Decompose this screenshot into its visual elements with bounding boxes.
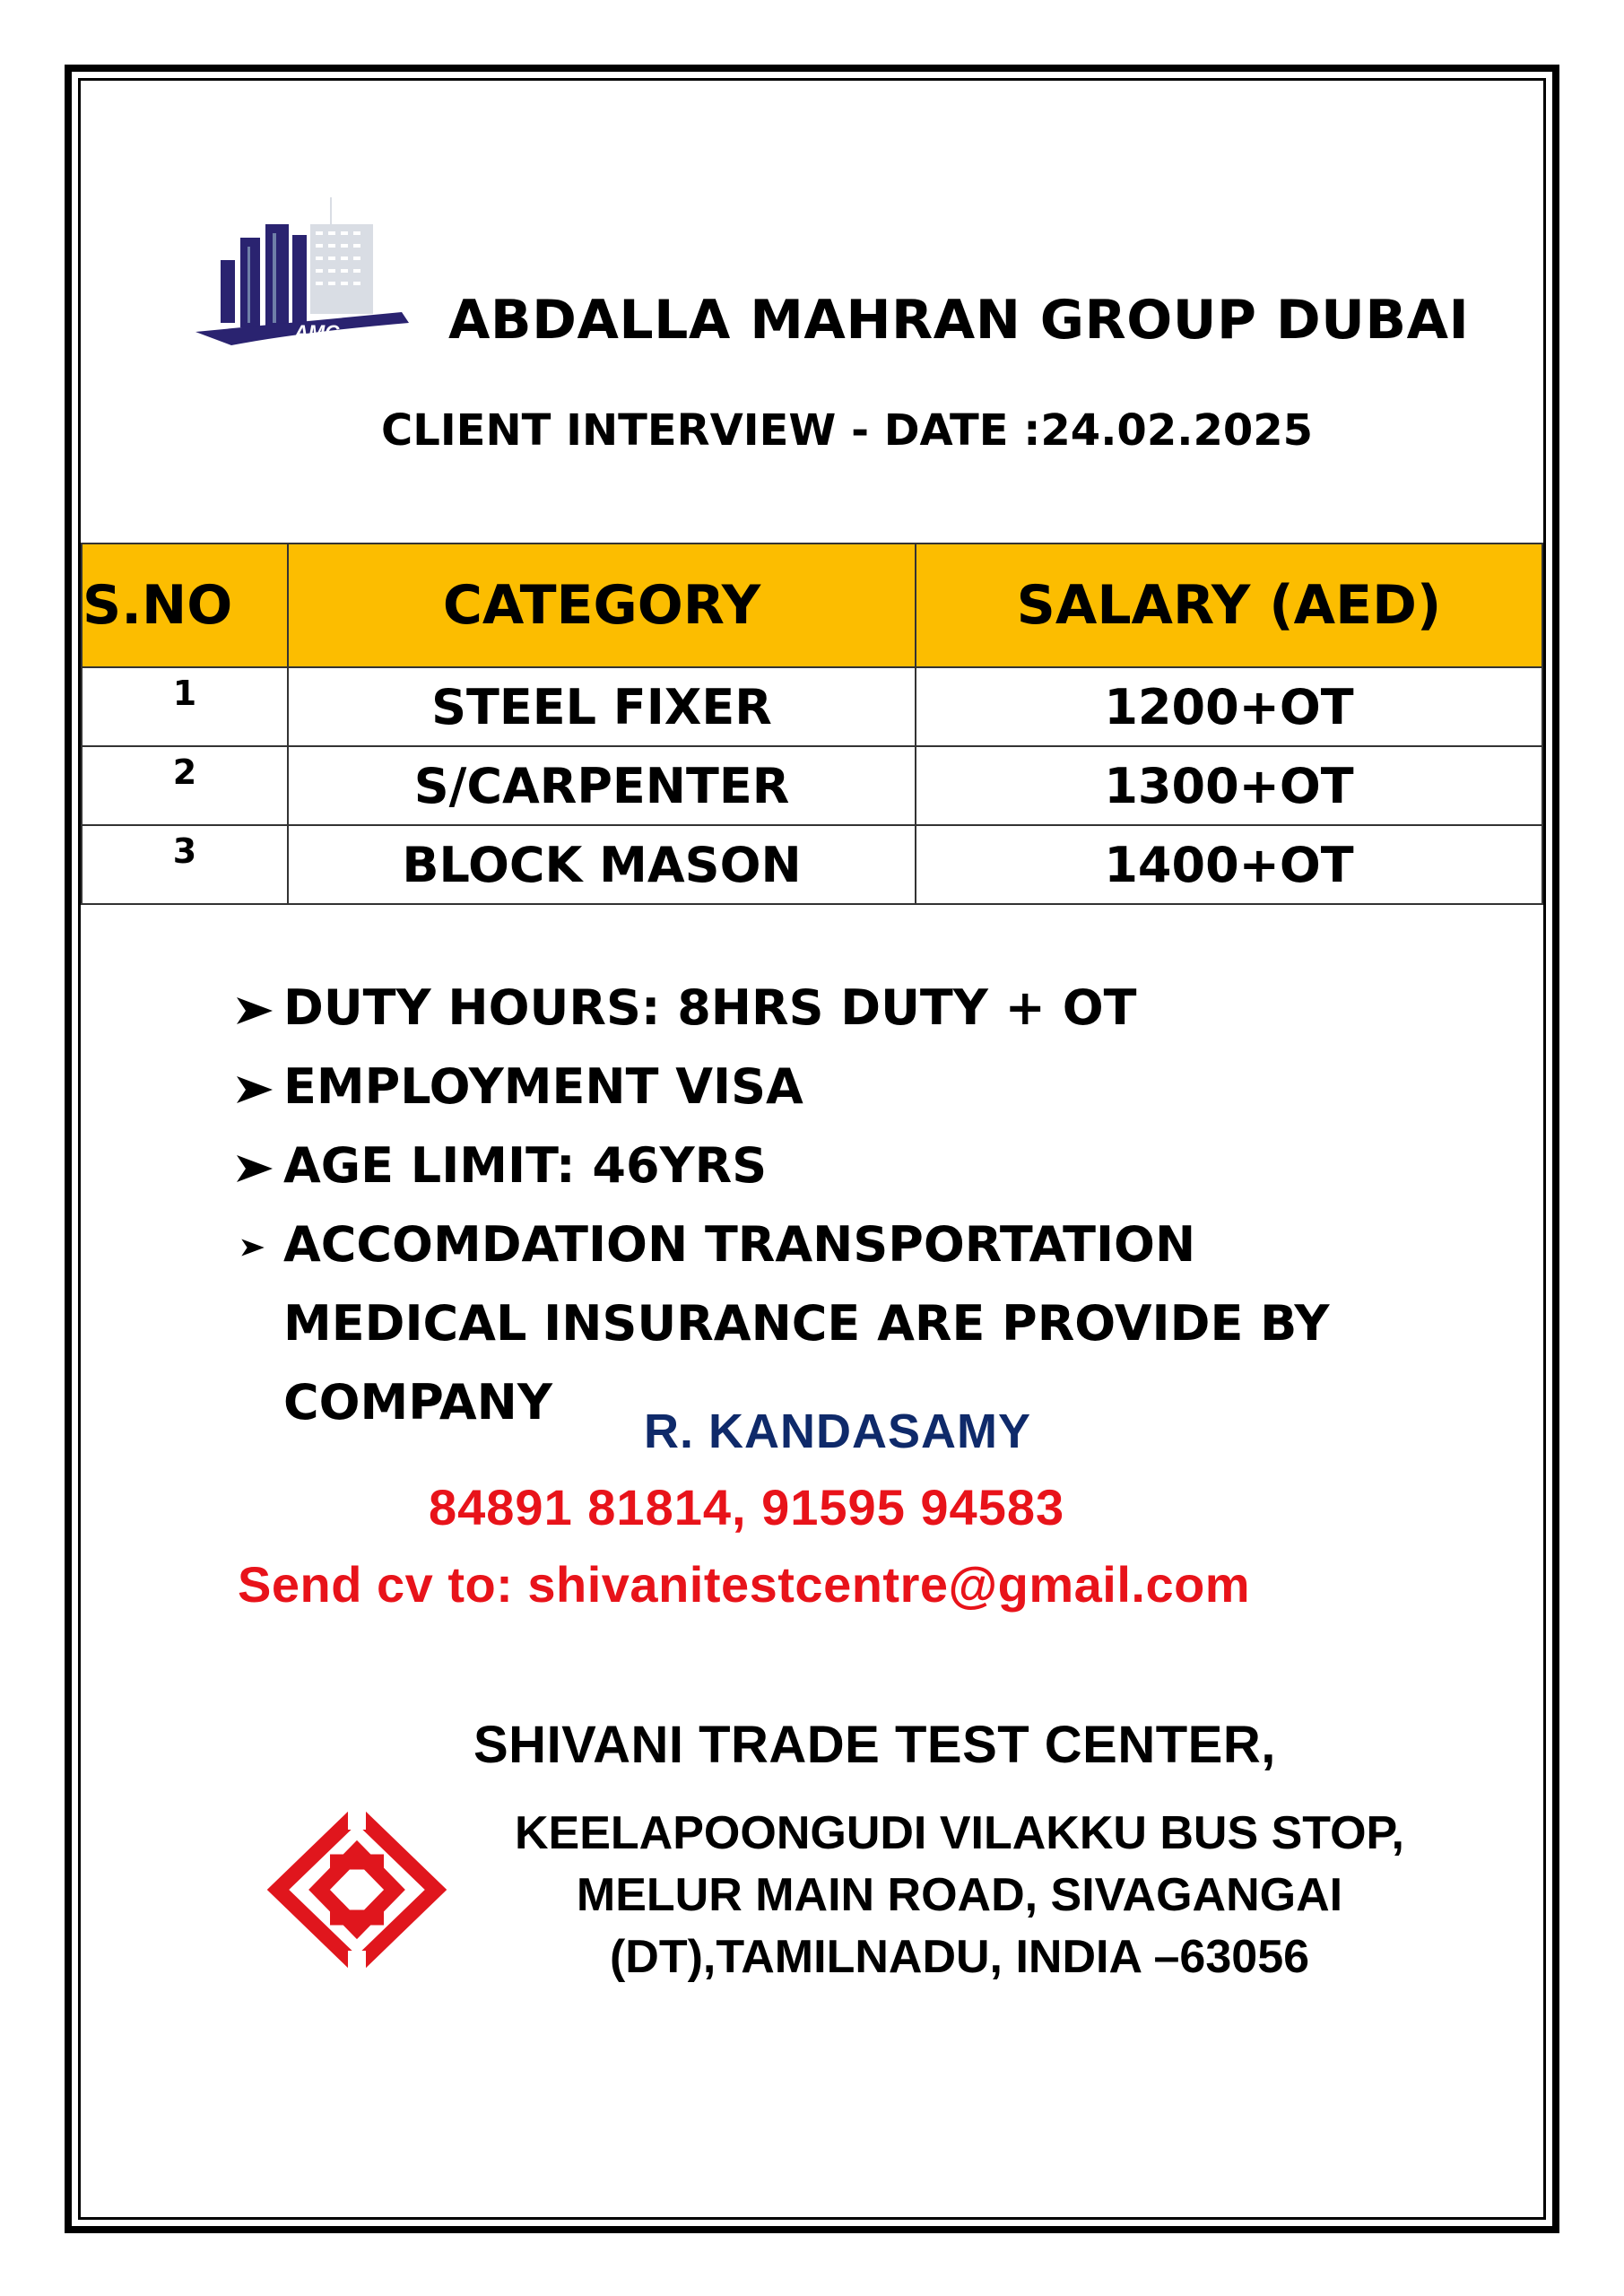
bullet-text: AGE LIMIT: 46YRS — [283, 1137, 768, 1194]
list-item — [235, 1126, 1431, 1205]
row-category: S/CARPENTER — [288, 746, 916, 825]
row-sno: 1 — [82, 667, 288, 746]
bullet-arrow-icon — [235, 1074, 274, 1105]
center-address — [466, 1803, 1453, 1988]
row-category: BLOCK MASON — [288, 825, 916, 904]
row-salary: 1300+OT — [916, 746, 1542, 825]
amg-building-logo — [195, 197, 411, 354]
benefits-list — [235, 969, 1431, 1442]
send-cv-line: Send cv to: shivanitestcentre@gmail.com — [238, 1556, 1251, 1613]
row-sno: 3 — [82, 825, 288, 904]
bullet-arrow-icon — [235, 1153, 274, 1184]
row-category: STEEL FIXER — [288, 667, 916, 746]
header-category: CATEGORY — [288, 544, 916, 667]
amg-logo-text: AMG — [294, 321, 341, 344]
table-row — [82, 825, 1542, 904]
address-line: MELUR MAIN ROAD, SIVAGANGAI — [576, 1869, 1343, 1921]
header-sno: S.NO — [82, 544, 288, 667]
row-sno: 2 — [82, 746, 288, 825]
table-header-row — [82, 544, 1542, 667]
jobs-table — [81, 543, 1543, 905]
bullet-text: DUTY HOURS: 8HRS DUTY + OT — [283, 979, 1137, 1036]
list-item — [235, 969, 1431, 1048]
bullet-text: EMPLOYMENT VISA — [283, 1058, 803, 1115]
address-line: KEELAPOONGUDI VILAKKU BUS STOP, — [515, 1807, 1404, 1859]
header-salary: SALARY (AED) — [916, 544, 1542, 667]
bullet-text: ACCOMDATION TRANSPORTATION MEDICAL INSURANCE ARE PROVIDE BY COMPANY — [283, 1216, 1330, 1431]
address-line: (DT),TAMILNADU, INDIA –63056 — [609, 1931, 1310, 1983]
shivani-logo — [260, 1803, 453, 1978]
interview-date: CLIENT INTERVIEW - DATE :24.02.2025 — [381, 405, 1314, 456]
table-row — [82, 746, 1542, 825]
center-name: SHIVANI TRADE TEST CENTER, — [473, 1716, 1276, 1774]
company-title: ABDALLA MAHRAN GROUP DUBAI — [448, 289, 1470, 352]
bullet-arrow-icon — [240, 1238, 265, 1257]
table-row — [82, 667, 1542, 746]
row-salary: 1400+OT — [916, 825, 1542, 904]
bullet-arrow-icon — [235, 996, 274, 1026]
list-item — [235, 1048, 1431, 1126]
row-salary: 1200+OT — [916, 667, 1542, 746]
contact-phones: 84891 81814, 91595 94583 — [429, 1479, 1065, 1535]
contact-name: R. KANDASAMY — [644, 1405, 1032, 1458]
